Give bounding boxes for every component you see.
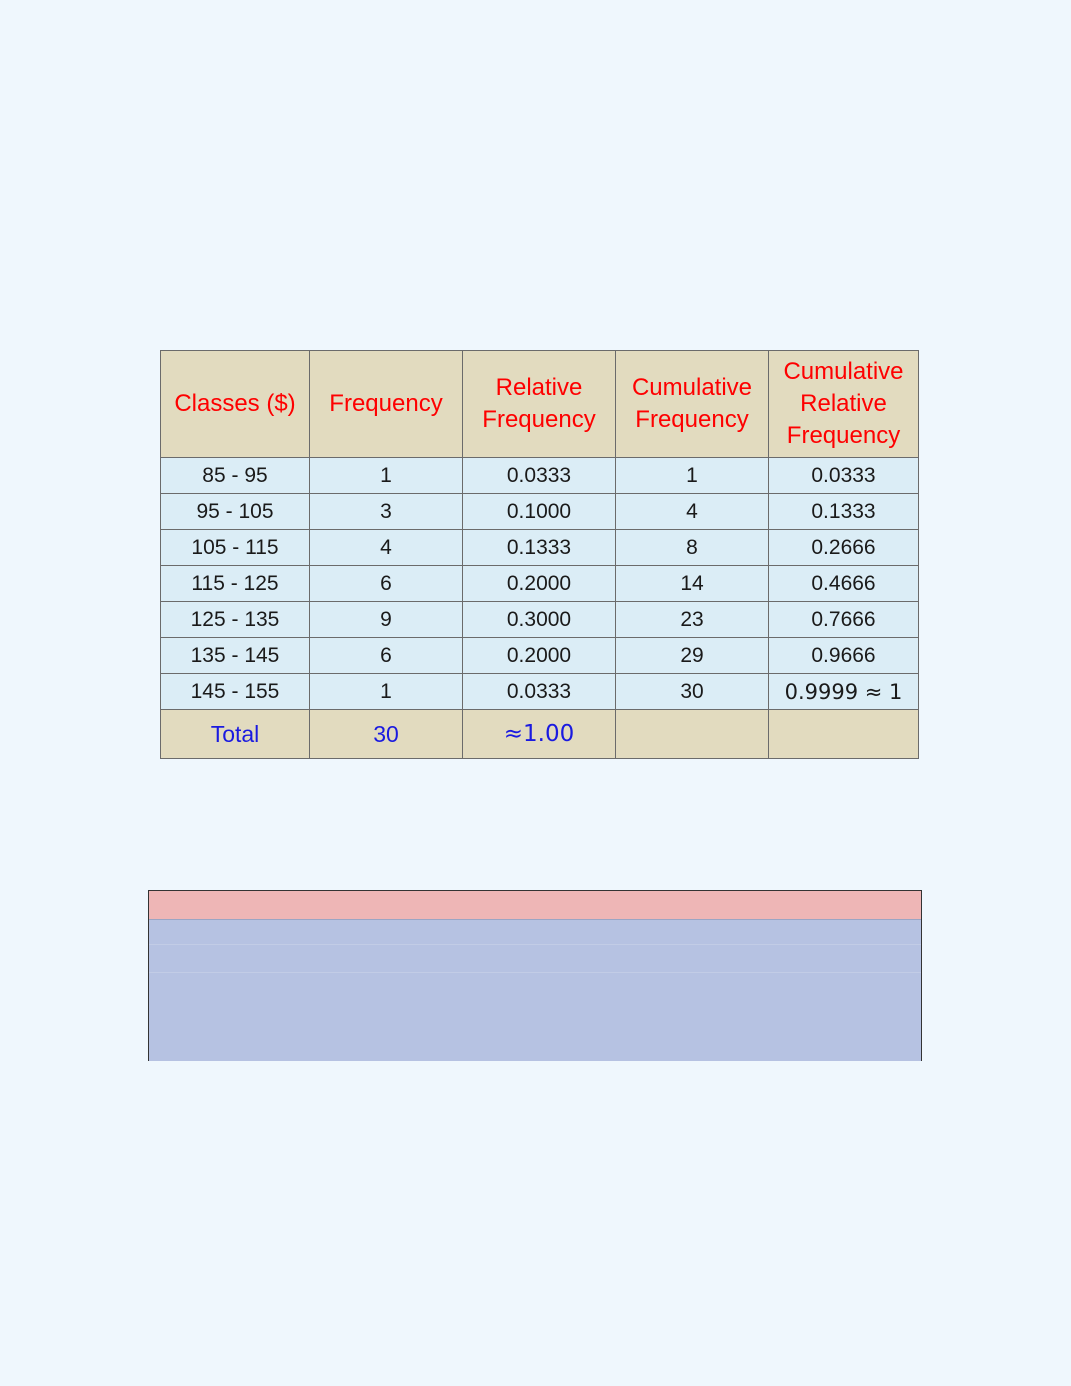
cell-cumulative-frequency: 14: [616, 566, 769, 602]
cell-cumulative-frequency: 29: [616, 638, 769, 674]
column-header-relative-frequency: Relative Frequency: [463, 351, 616, 458]
cell-relative-frequency: 0.2000: [463, 638, 616, 674]
table: [160, 350, 919, 759]
cell-relative-frequency: 0.1333: [463, 530, 616, 566]
table-body: [161, 458, 919, 759]
column-header-frequency: Frequency: [310, 351, 463, 458]
cell-relative-frequency: 0.0333: [463, 458, 616, 494]
cell-cumulative-frequency: 1: [616, 458, 769, 494]
cell-relative-frequency: 0.3000: [463, 602, 616, 638]
cell-frequency: 6: [310, 566, 463, 602]
cell-class: 105 - 115: [161, 530, 310, 566]
cell-frequency: 6: [310, 638, 463, 674]
cell-cumulative-relative-frequency: 0.7666: [769, 602, 919, 638]
cell-cumulative-relative-frequency: 0.2666: [769, 530, 919, 566]
cell-total-relative-frequency: ≈1.00: [463, 710, 616, 759]
cell-class: 135 - 145: [161, 638, 310, 674]
chart-title-band: [149, 891, 921, 920]
column-header-cumulative-relative-frequency: Cumulative Relative Frequency: [769, 351, 919, 458]
table-row: [161, 530, 919, 566]
cell-class: 125 - 135: [161, 602, 310, 638]
cell-relative-frequency: 0.0333: [463, 674, 616, 710]
frequency-distribution-table: [160, 350, 918, 759]
table-row: [161, 638, 919, 674]
cell-cumulative-relative-frequency: 0.4666: [769, 566, 919, 602]
cell-class: 145 - 155: [161, 674, 310, 710]
cell-cumulative-relative-frequency: 0.9666: [769, 638, 919, 674]
table-row: [161, 566, 919, 602]
table-row: [161, 458, 919, 494]
cell-class: 115 - 125: [161, 566, 310, 602]
cell-relative-frequency: 0.1000: [463, 494, 616, 530]
chart-gridline: [149, 972, 921, 973]
cell-total-label: Total: [161, 710, 310, 759]
table-total-row: [161, 710, 919, 759]
cell-cumulative-frequency: 30: [616, 674, 769, 710]
cell-cumulative-frequency: 23: [616, 602, 769, 638]
cell-frequency: 1: [310, 458, 463, 494]
cell-cumulative-relative-frequency: 0.0333: [769, 458, 919, 494]
column-header-classes: Classes ($): [161, 351, 310, 458]
cell-total-cumulative-frequency: [616, 710, 769, 759]
cell-total-cumulative-relative-frequency: [769, 710, 919, 759]
cell-class: 85 - 95: [161, 458, 310, 494]
table-row: [161, 674, 919, 710]
chart-gridline: [149, 944, 921, 945]
cell-cumulative-relative-frequency: 0.9999 ≈ 1: [769, 674, 919, 710]
table-header: [161, 351, 919, 458]
cell-cumulative-frequency: 4: [616, 494, 769, 530]
cell-cumulative-frequency: 8: [616, 530, 769, 566]
cell-cumulative-relative-frequency: 0.1333: [769, 494, 919, 530]
table-row: [161, 494, 919, 530]
chart-placeholder-block: [148, 890, 922, 1061]
table-row: [161, 602, 919, 638]
cell-frequency: 3: [310, 494, 463, 530]
cell-relative-frequency: 0.2000: [463, 566, 616, 602]
cell-frequency: 1: [310, 674, 463, 710]
cell-frequency: 9: [310, 602, 463, 638]
column-header-cumulative-frequency: Cumulative Frequency: [616, 351, 769, 458]
cell-frequency: 4: [310, 530, 463, 566]
table-header-row: [161, 351, 919, 458]
chart-plot-area: [149, 920, 921, 1061]
cell-total-frequency: 30: [310, 710, 463, 759]
cell-class: 95 - 105: [161, 494, 310, 530]
